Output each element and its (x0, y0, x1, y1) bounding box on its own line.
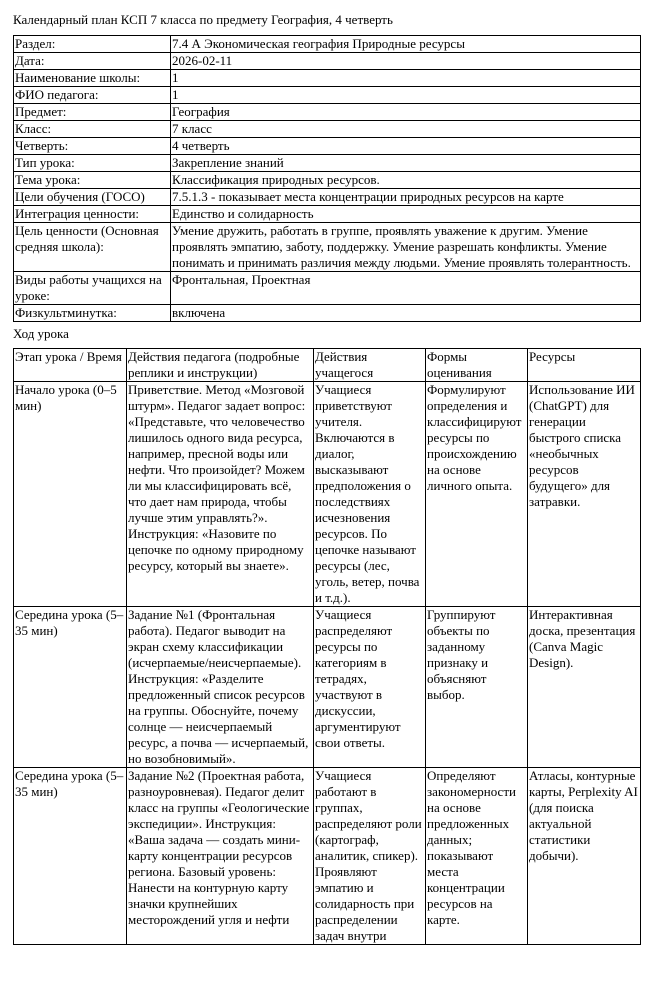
info-label: Физкультминутка: (14, 305, 171, 322)
lesson-header-row (14, 349, 641, 382)
assessment-cell: Определяют закономерности на основе предложенных данных; показывают места концентрации ресурсов на карте. (426, 768, 528, 945)
info-value: Закрепление знаний (171, 155, 641, 172)
student-actions-cell: Учащиеся работают в группах, распределяют роли (картограф, аналитик, спикер). Проявляют эмпатию и солидарность при распределении задач внутри (314, 768, 426, 945)
info-value: 7.4 А Экономическая география Природные ресурсы (171, 36, 641, 53)
lesson-row (14, 607, 641, 768)
resources-cell: Использование ИИ (ChatGPT) для генерации быстрого списка «необычных ресурсов будущего» для затравки. (528, 382, 641, 607)
info-row (14, 36, 641, 53)
info-value: 1 (171, 70, 641, 87)
assessment-cell: Формулируют определения и классифицируют ресурсы по происхождению на основе личного опыта. (426, 382, 528, 607)
info-row (14, 206, 641, 223)
student-actions-cell: Учащиеся приветствуют учителя. Включаются в диалог, высказывают предположения о последствиях исчезновения ресурсов. По цепочке называют ресурсы (лес, уголь, ветер, почва и т.д.). (314, 382, 426, 607)
column-header: Действия педагога (подробные реплики и инструкции) (127, 349, 314, 382)
info-value: 7.5.1.3 - показывает места концентрации природных ресурсов на карте (171, 189, 641, 206)
info-label: Предмет: (14, 104, 171, 121)
info-label: Тип урока: (14, 155, 171, 172)
info-label: Дата: (14, 53, 171, 70)
info-value: 4 четверть (171, 138, 641, 155)
lesson-row (14, 768, 641, 945)
info-label: Цели обучения (ГОСО) (14, 189, 171, 206)
info-row (14, 172, 641, 189)
lesson-flow-table (13, 348, 641, 945)
info-label: Четверть: (14, 138, 171, 155)
stage-cell: Середина урока (5–35 мин) (14, 607, 127, 768)
info-value: Умение дружить, работать в группе, проявлять уважение к другим. Умение проявлять эмпатию, заботу, поддержку. Умение разрешать конфликты. Умение понимать и принимать различия между людьми. Умение проявлять толерантность. (171, 223, 641, 272)
info-row (14, 305, 641, 322)
assessment-cell: Группируют объекты по заданному признаку и объясняют выбор. (426, 607, 528, 768)
info-row (14, 87, 641, 104)
info-label: Раздел: (14, 36, 171, 53)
resources-cell: Интерактивная доска, презентация (Canva Magic Design). (528, 607, 641, 768)
info-label: ФИО педагога: (14, 87, 171, 104)
teacher-actions-cell: Задание №1 (Фронтальная работа). Педагог выводит на экран схему классификации (исчерпаемые/неисчерпаемые). Инструкция: «Разделите предложенный список ресурсов на группы. Обоснуйте, почему солнце — неисчерпаемый ресурс, а почва — исчерпаемый, но возобновимый». (127, 607, 314, 768)
info-label: Интеграция ценности: (14, 206, 171, 223)
lesson-row (14, 382, 641, 607)
info-row (14, 272, 641, 305)
info-row (14, 104, 641, 121)
teacher-actions-cell: Приветствие. Метод «Мозговой штурм». Педагог задает вопрос: «Представьте, что человечество лишилось одного вида ресурса, например, пресной воды или нефти. Что произойдет? Можем ли мы классифицировать всё, что дает нам природа, чтобы лучше этим управлять?». Инструкция: «Назовите по цепочке по одному природному ресурсу, который вы знаете». (127, 382, 314, 607)
column-header: Ресурсы (528, 349, 641, 382)
column-header: Этап урока / Время (14, 349, 127, 382)
document-title: Календарный план КСП 7 класса по предмету География, 4 четверть (13, 12, 393, 27)
info-value: 1 (171, 87, 641, 104)
info-label: Виды работы учащихся на уроке: (14, 272, 171, 305)
info-label: Наименование школы: (14, 70, 171, 87)
resources-cell: Атласы, контурные карты, Perplexity AI (для поиска актуальной статистики добычи). (528, 768, 641, 945)
info-label: Тема урока: (14, 172, 171, 189)
info-value: Фронтальная, Проектная (171, 272, 641, 305)
info-row (14, 189, 641, 206)
student-actions-cell: Учащиеся распределяют ресурсы по категориям в тетрадях, участвуют в дискуссии, аргументируют свои ответы. (314, 607, 426, 768)
column-header: Действия учащегося (314, 349, 426, 382)
info-value: включена (171, 305, 641, 322)
info-value: Классификация природных ресурсов. (171, 172, 641, 189)
info-row (14, 138, 641, 155)
info-label: Цель ценности (Основная средняя школа): (14, 223, 171, 272)
stage-cell: Начало урока (0–5 мин) (14, 382, 127, 607)
teacher-actions-cell: Задание №2 (Проектная работа, разноуровневая). Педагог делит класс на группы «Геологические экспедиции». Инструкция: «Ваша задача — создать мини-карту концентрации ресурсов региона. Базовый уровень: Нанести на контурную карту значки крупнейших месторождений угля и нефти (127, 768, 314, 945)
column-header: Формы оценивания (426, 349, 528, 382)
info-row (14, 53, 641, 70)
stage-cell: Середина урока (5–35 мин) (14, 768, 127, 945)
info-value: География (171, 104, 641, 121)
info-row (14, 70, 641, 87)
info-row (14, 121, 641, 138)
info-row (14, 155, 641, 172)
info-value: 7 класс (171, 121, 641, 138)
lesson-info-table (13, 35, 641, 322)
lesson-flow-label: Ход урока (13, 326, 69, 341)
info-label: Класс: (14, 121, 171, 138)
info-row (14, 223, 641, 272)
info-value: 2026-02-11 (171, 53, 641, 70)
info-value: Единство и солидарность (171, 206, 641, 223)
